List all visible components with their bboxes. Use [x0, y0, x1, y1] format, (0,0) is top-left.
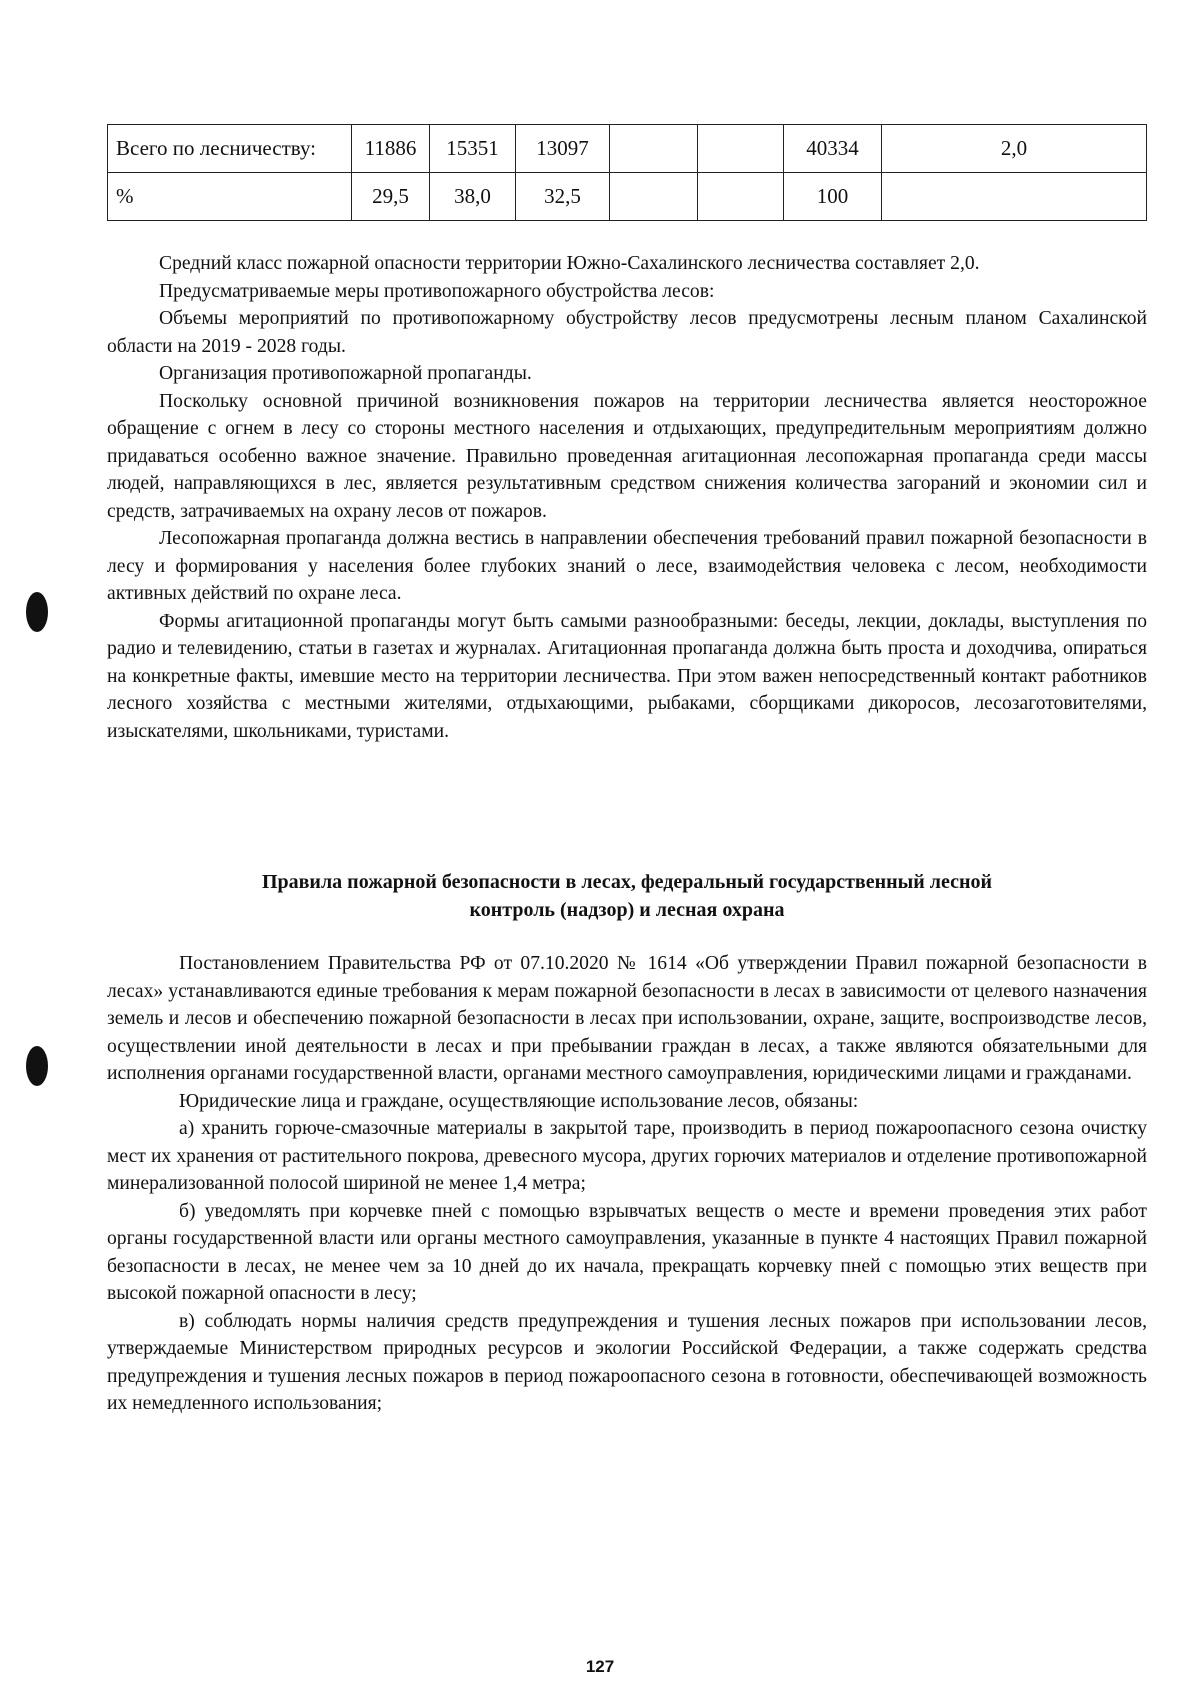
table-cell: 13097 — [516, 125, 610, 173]
paragraph: Постановлением Правительства РФ от 07.10.2020 № 1614 «Об утверждении Правил пожарной безопасности в лесах» устанавливаются единые требования к мерам пожарной безопасности в лесах в зависимости от целевого назначения земель и лесов и обеспечению пожарной безопасности в лесах при использовании, охране, защите, воспроизводстве лесов, осуществлении иной деятельности в лесах и при пребывании граждан в лесах, а также являются обязательными для исполнения органами государственной власти, органами местного самоуправления, юридическими лицами и гражданами. — [107, 953, 1147, 1084]
table-cell: 38,0 — [430, 173, 516, 221]
table-cell: 15351 — [430, 125, 516, 173]
table-cell: 32,5 — [516, 173, 610, 221]
table-row — [108, 125, 1147, 173]
paragraph: в) соблюдать нормы наличия средств предупреждения и тушения лесных пожаров при использовании лесов, утверждаемые Министерством природных ресурсов и экологии Российской Федерации, а также содержать средства предупреждения и тушения лесных пожаров в период пожароопасного сезона в готовности, обеспечивающей возможность их немедленного использования; — [107, 1310, 1147, 1414]
table-cell — [698, 125, 784, 173]
table-cell — [882, 173, 1147, 221]
table-cell: 40334 — [784, 125, 882, 173]
table-cell: 2,0 — [882, 125, 1147, 173]
table-row — [108, 173, 1147, 221]
summary-table — [107, 124, 1147, 221]
section-heading-line: контроль (надзор) и лесная охрана — [469, 899, 785, 921]
table-cell — [698, 173, 784, 221]
paragraph: Поскольку основной причиной возникновения пожаров на территории лесничества является неосторожное обращение с огнем в лесу со стороны местного населения и отдыхающих, предупредительным мероприятиям должно придаваться особенно важное значение. Правильно проведенная агитационная лесопожарная пропаганда среди массы людей, направляющихся в лес, является результативным средством снижения количества загораний и экономии сил и средств, затрачиваемых на охрану лесов от пожаров. — [107, 390, 1147, 522]
table-cell: % — [108, 173, 352, 221]
paragraph: а) хранить горюче-смазочные материалы в закрытой таре, производить в период пожароопасного сезона очистку мест их хранения от растительного покрова, древесного мусора, других горючих материалов и отделение противопожарной минерализованной полосой шириной не менее 1,4 метра; — [107, 1118, 1147, 1194]
page-number: 127 — [585, 1657, 615, 1676]
paragraph: Средний класс пожарной опасности территории Южно-Сахалинского лесничества составляет 2,0. — [159, 253, 980, 274]
punch-hole-mark — [26, 592, 48, 632]
punch-hole-mark — [26, 1046, 48, 1086]
paragraph: Организация противопожарной пропаганды. — [159, 363, 532, 384]
table-cell: 11886 — [352, 125, 430, 173]
table-cell: Всего по лесничеству: — [108, 125, 352, 173]
table-cell — [610, 125, 698, 173]
paragraph: б) уведомлять при корчевке пней с помощью взрывчатых веществ о месте и времени проведения этих работ органы государственной власти или органы местного самоуправления, указанные в пункте 4 настоящих Правил пожарной безопасности в лесах, не менее чем за 10 дней до их начала, прекращать корчевку пней с помощью этих веществ при высокой пожарной опасности в лесу; — [107, 1200, 1147, 1304]
paragraph: Предусматриваемые меры противопожарного обустройства лесов: — [159, 280, 715, 302]
paragraph: Объемы мероприятий по противопожарному обустройству лесов предусмотрены лесным планом Сахалинской области на 2019 - 2028 годы. — [107, 308, 1147, 357]
paragraph: Лесопожарная пропаганда должна вестись в направлении обеспечения требований правил пожарной безопасности в лесу и формирования у населения более глубоких знаний о лесе, взаимодействия человека с лесом, необходимости активных действий по охране леса. — [107, 528, 1147, 604]
table-cell: 29,5 — [352, 173, 430, 221]
body-text-block-2 — [107, 950, 1147, 1418]
section-heading — [107, 868, 1147, 924]
table-cell — [610, 173, 698, 221]
body-text-block-1 — [107, 250, 1147, 745]
section-heading-line: Правила пожарной безопасности в лесах, федеральный государственный лесной — [261, 871, 993, 893]
paragraph: Юридические лица и граждане, осуществляющие использование лесов, обязаны: — [179, 1090, 859, 1112]
paragraph: Формы агитационной пропаганды могут быть самыми разнообразными: беседы, лекции, доклады, выступления по радио и телевидению, статьи в газетах и журналах. Агитационная пропаганда должна быть проста и доходчива, опираться на конкретные факты, имевшие место на территории лесничества. При этом важен непосредственный контакт работников лесного хозяйства с местными жителями, отдыхающими, рыбаками, сборщиками дикоросов, лесозаготовителями, изыскателями, школьниками, туристами. — [107, 610, 1147, 742]
table-cell: 100 — [784, 173, 882, 221]
